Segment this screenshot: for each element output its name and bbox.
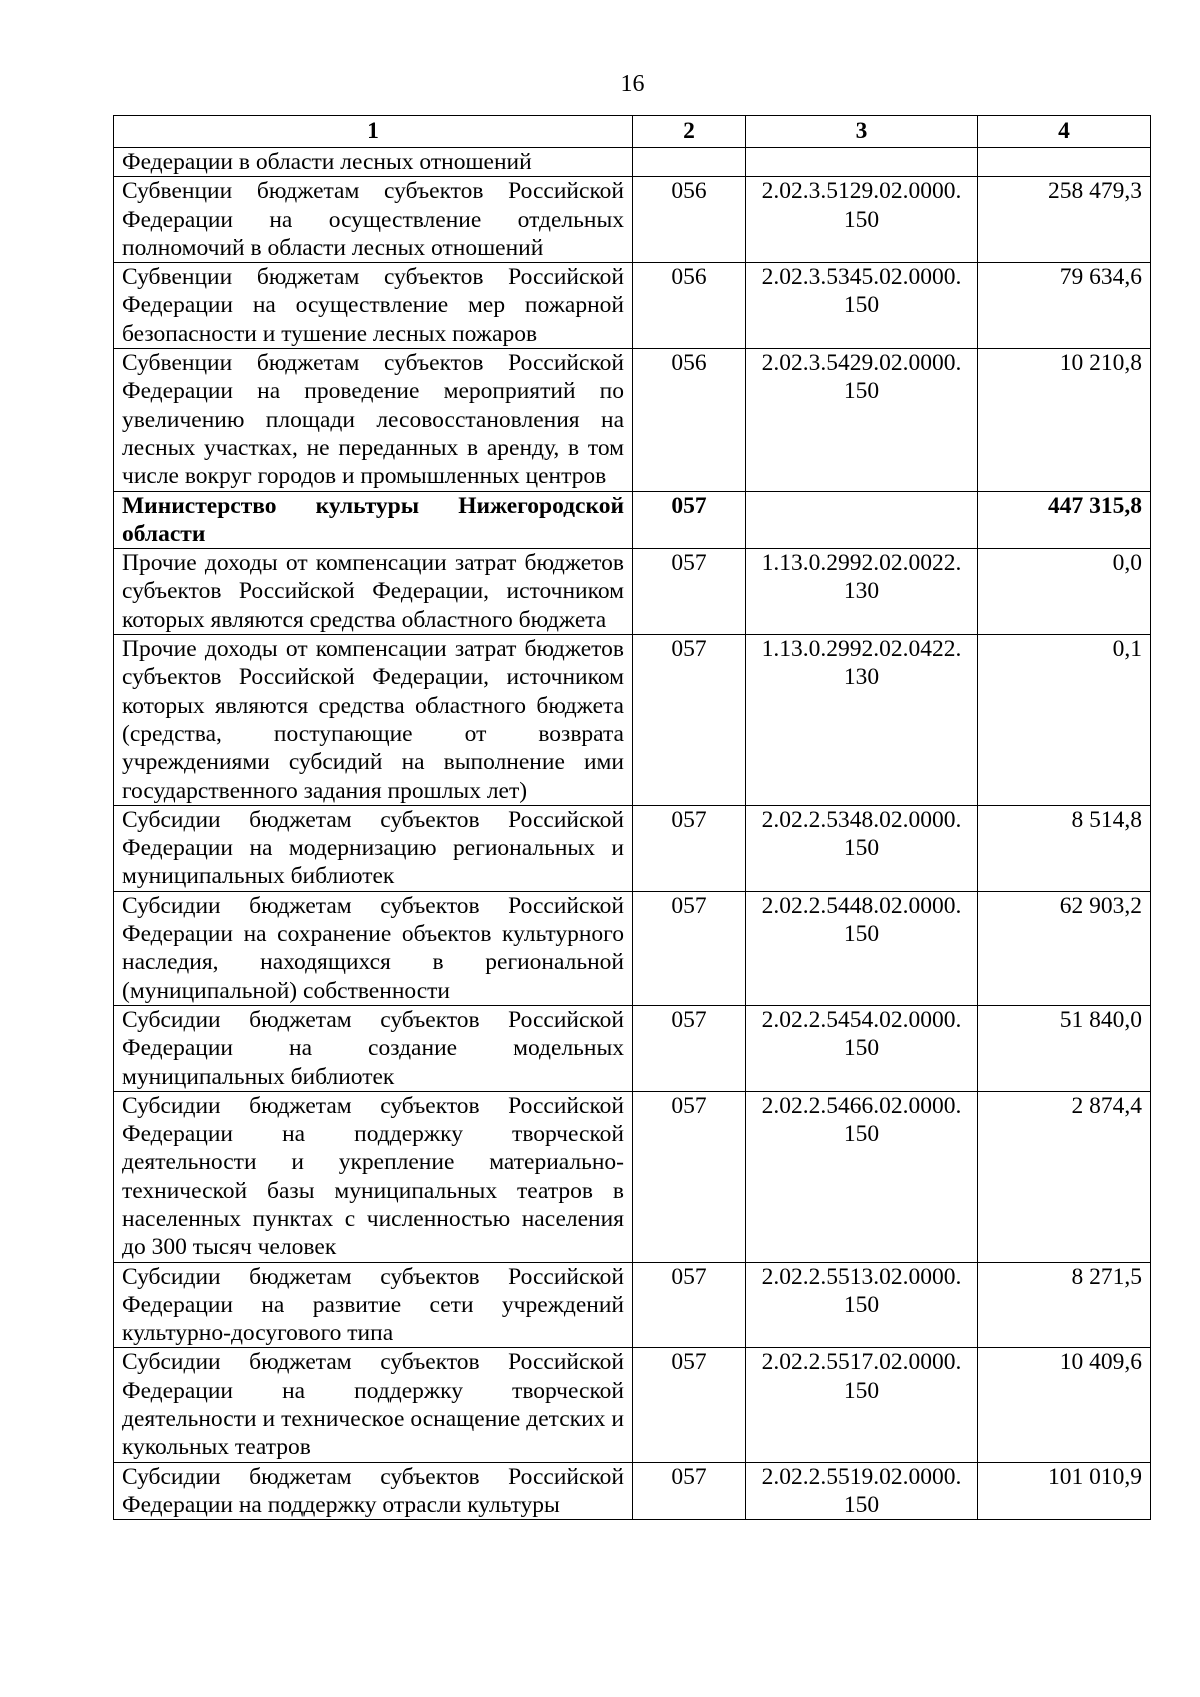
- table-row: [114, 1462, 1151, 1520]
- income-name-cell: Субсидии бюджетам субъектов Российской Федерации на создание модельных муниципальных библиотек: [114, 1005, 633, 1091]
- admin-code-cell: 057: [633, 1005, 746, 1091]
- budget-code-cell: 2.02.2.5448.02.0000. 150: [746, 891, 978, 1005]
- budget-code-cell: 2.02.3.5345.02.0000. 150: [746, 263, 978, 349]
- amount-cell: 2 874,4: [978, 1091, 1151, 1262]
- header-row: [114, 116, 1151, 148]
- amount-cell: 8 514,8: [978, 805, 1151, 891]
- budget-code-cell: 2.02.2.5348.02.0000. 150: [746, 805, 978, 891]
- budget-code-cell: 2.02.2.5513.02.0000. 150: [746, 1262, 978, 1348]
- amount-cell: 0,1: [978, 635, 1151, 806]
- income-name-cell: Федерации в области лесных отношений: [114, 148, 633, 177]
- amount-cell: 258 479,3: [978, 177, 1151, 263]
- admin-code-cell: 057: [633, 1091, 746, 1262]
- income-name-cell: Субсидии бюджетам субъектов Российской Федерации на поддержку отрасли культуры: [114, 1462, 633, 1520]
- admin-code-cell: 057: [633, 1262, 746, 1348]
- admin-code-cell: 057: [633, 491, 746, 549]
- amount-cell: 0,0: [978, 549, 1151, 635]
- admin-code-cell: 056: [633, 177, 746, 263]
- admin-code-cell: 056: [633, 349, 746, 491]
- amount-cell: 10 210,8: [978, 349, 1151, 491]
- admin-code-cell: 057: [633, 1348, 746, 1462]
- table-row: [114, 891, 1151, 1005]
- amount-cell: 79 634,6: [978, 263, 1151, 349]
- income-name-cell: Субсидии бюджетам субъектов Российской Федерации на поддержку творческой деятельности и укрепление материально-технической базы муниципальных театров в населенных пунктах с численностью населения до 300 тысяч человек: [114, 1091, 633, 1262]
- table-row: [114, 1005, 1151, 1091]
- table-body: [114, 148, 1151, 1520]
- income-name-cell: Субсидии бюджетам субъектов Российской Федерации на сохранение объектов культурного наследия, находящихся в региональной (муниципальной) собственности: [114, 891, 633, 1005]
- header-col-1: 1: [114, 116, 633, 148]
- income-name-cell: Прочие доходы от компенсации затрат бюджетов субъектов Российской Федерации, источником которых являются средства областного бюджета: [114, 549, 633, 635]
- table-row: [114, 148, 1151, 177]
- budget-code-cell: 2.02.2.5517.02.0000. 150: [746, 1348, 978, 1462]
- page-number: 16: [620, 71, 645, 97]
- table-row: [114, 263, 1151, 349]
- table-row: [114, 1091, 1151, 1262]
- amount-cell: 8 271,5: [978, 1262, 1151, 1348]
- admin-code-cell: 057: [633, 1462, 746, 1520]
- admin-code-cell: 057: [633, 549, 746, 635]
- budget-code-cell: [746, 148, 978, 177]
- budget-code-cell: 2.02.3.5129.02.0000. 150: [746, 177, 978, 263]
- table-row: [114, 549, 1151, 635]
- table-row: [114, 1348, 1151, 1462]
- income-name-cell: Прочие доходы от компенсации затрат бюджетов субъектов Российской Федерации, источником которых являются средства областного бюджета (средства, поступающие от возврата учреждениями субсидий на выполнение ими государственного задания прошлых лет): [114, 635, 633, 806]
- income-name-cell: Министерство культуры Нижегородской области: [114, 491, 633, 549]
- header-col-4: 4: [978, 116, 1151, 148]
- header-col-2: 2: [633, 116, 746, 148]
- income-name-cell: Субсидии бюджетам субъектов Российской Федерации на поддержку творческой деятельности и техническое оснащение детских и кукольных театров: [114, 1348, 633, 1462]
- budget-code-cell: 2.02.3.5429.02.0000. 150: [746, 349, 978, 491]
- budget-code-cell: 2.02.2.5466.02.0000. 150: [746, 1091, 978, 1262]
- income-name-cell: Субсидии бюджетам субъектов Российской Федерации на модернизацию региональных и муниципальных библиотек: [114, 805, 633, 891]
- amount-cell: [978, 148, 1151, 177]
- budget-revenue-table: [113, 115, 1151, 1520]
- income-name-cell: Субсидии бюджетам субъектов Российской Федерации на развитие сети учреждений культурно-досугового типа: [114, 1262, 633, 1348]
- table-row: [114, 177, 1151, 263]
- income-name-cell: Субвенции бюджетам субъектов Российской Федерации на осуществление мер пожарной безопасности и тушение лесных пожаров: [114, 263, 633, 349]
- table-row: [114, 491, 1151, 549]
- income-name-cell: Субвенции бюджетам субъектов Российской Федерации на осуществление отдельных полномочий в области лесных отношений: [114, 177, 633, 263]
- income-name-cell: Субвенции бюджетам субъектов Российской Федерации на проведение мероприятий по увеличению площади лесовосстановления на лесных участках, не переданных в аренду, в том числе вокруг городов и промышленных центров: [114, 349, 633, 491]
- table-row: [114, 805, 1151, 891]
- admin-code-cell: [633, 148, 746, 177]
- amount-cell: 62 903,2: [978, 891, 1151, 1005]
- amount-cell: 101 010,9: [978, 1462, 1151, 1520]
- admin-code-cell: 057: [633, 635, 746, 806]
- budget-code-cell: 1.13.0.2992.02.0022. 130: [746, 549, 978, 635]
- budget-code-cell: [746, 491, 978, 549]
- budget-code-cell: 2.02.2.5454.02.0000. 150: [746, 1005, 978, 1091]
- table-row: [114, 349, 1151, 491]
- table-row: [114, 635, 1151, 806]
- amount-cell: 447 315,8: [978, 491, 1151, 549]
- budget-code-cell: 2.02.2.5519.02.0000. 150: [746, 1462, 978, 1520]
- header-col-3: 3: [746, 116, 978, 148]
- admin-code-cell: 056: [633, 263, 746, 349]
- budget-code-cell: 1.13.0.2992.02.0422. 130: [746, 635, 978, 806]
- amount-cell: 10 409,6: [978, 1348, 1151, 1462]
- admin-code-cell: 057: [633, 805, 746, 891]
- amount-cell: 51 840,0: [978, 1005, 1151, 1091]
- admin-code-cell: 057: [633, 891, 746, 1005]
- table-row: [114, 1262, 1151, 1348]
